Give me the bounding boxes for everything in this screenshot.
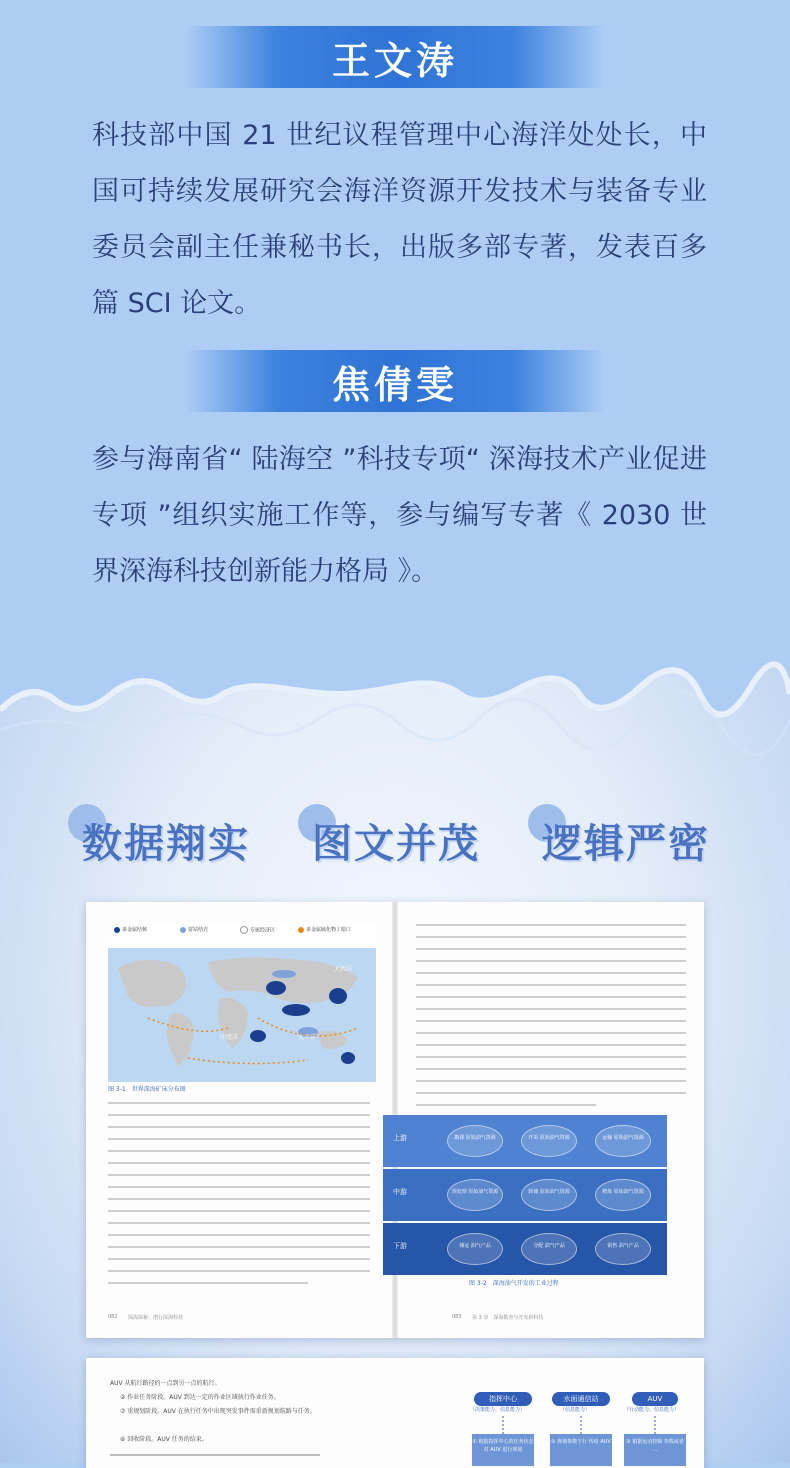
text-line xyxy=(108,1150,370,1152)
world-map xyxy=(108,922,376,1082)
name-banner-1 xyxy=(185,26,605,88)
feature-item-3 xyxy=(542,812,710,872)
page2-text-4: ⑥ 回收阶段。AUV 任务的结束。 xyxy=(120,1436,208,1443)
feature-label-1: 数据翔实 xyxy=(82,821,250,867)
author-bio-1: 科技部中国 21 世纪议程管理中心海洋处处长，中国可持续发展研究会海洋资源开发技术与装备专业委员会副主任兼秘书长，出版多部专著，发表百多篇 SCI 论文。 xyxy=(92,120,707,319)
text-line xyxy=(108,1222,370,1224)
flow-sub-station: （信息能力） xyxy=(560,1407,591,1413)
wave-divider xyxy=(0,660,790,780)
feature-label-2: 图文并茂 xyxy=(312,821,480,867)
text-line xyxy=(416,1044,686,1046)
legend-item: 多金属硫化物 / 暗口 xyxy=(298,926,351,933)
text-line xyxy=(108,1282,308,1284)
flow-node: 开采 原始油气资源 xyxy=(521,1125,577,1157)
flow-node: 销售 油气产品 xyxy=(595,1233,651,1265)
legend-item: 多金属结核 xyxy=(114,926,147,933)
page2-text-2: ② 作业任务阶段。AUV 到达一定的作业区域执行作业任务。 xyxy=(120,1394,280,1401)
name-banner-2 xyxy=(185,350,605,412)
flow-header-auv: AUV xyxy=(632,1392,678,1406)
text-line xyxy=(416,972,686,974)
page2-text-1: AUV 从航行路径的一点到另一点的航行。 xyxy=(110,1380,221,1387)
flow-node: 精炼 原始油气资源 xyxy=(595,1179,651,1211)
text-line xyxy=(108,1126,370,1128)
text-line xyxy=(110,1454,320,1456)
text-line xyxy=(108,1114,370,1116)
author-bio-2: 参与海南省“ 陆海空 ”科技专项“ 深海技术产业促进专项 ”组织实施工作等，参与编写专著《 2030 世界深海科技创新能力格局 》。 xyxy=(92,444,707,587)
text-line xyxy=(416,1008,686,1010)
text-line xyxy=(108,1234,370,1236)
text-line xyxy=(108,1102,370,1104)
flow-step-1: ① 根据指挥中心的任务状态 对 AUV 进行规划 xyxy=(472,1434,534,1466)
flow-node: 分配 油气产品 xyxy=(521,1233,577,1265)
text-line xyxy=(416,1056,686,1058)
page2-text-3: ⑦ 重规划阶段。AUV 在执行任务中出现突发事件需重新规划航路与任务。 xyxy=(120,1408,316,1415)
flow-header-command: 指挥中心 xyxy=(474,1392,532,1406)
flow-band-midstream: 中游 预处理 原始油气资源 转储 原始油气资源 精炼 原始油气资源 xyxy=(383,1169,667,1221)
text-line xyxy=(416,1104,596,1106)
text-line xyxy=(416,1068,686,1070)
map-label-indian: 印度洋 xyxy=(220,1034,239,1041)
map-legend xyxy=(108,922,376,948)
flow-band-upstream: 上游 勘探 原始油气资源 开采 原始油气资源 运输 原始油气资源 xyxy=(383,1115,667,1167)
text-line xyxy=(416,1020,686,1022)
text-line xyxy=(108,1210,370,1212)
flow-sub-auv: （行动能力、信息能力） xyxy=(624,1407,680,1413)
text-line xyxy=(108,1270,370,1272)
text-line xyxy=(108,1198,370,1200)
flow-node: 勘探 原始油气资源 xyxy=(447,1125,503,1157)
text-line xyxy=(416,1092,686,1094)
legend-item: 富钴结壳 xyxy=(180,926,208,933)
text-line xyxy=(416,1032,686,1034)
feature-item-1 xyxy=(82,812,250,872)
text-line xyxy=(108,1138,370,1140)
text-line xyxy=(416,984,686,986)
text-line xyxy=(108,1174,370,1176)
oil-gas-flow-diagram xyxy=(383,1115,667,1275)
map-caption: 图 3-1 世界深海矿床分布图 xyxy=(108,1086,186,1093)
text-line xyxy=(108,1258,370,1260)
flow-header-station: 水面通信站 xyxy=(552,1392,610,1406)
running-head-left: 深海探秘：潜行深海科技 xyxy=(128,1315,184,1321)
page-number-right: 083 xyxy=(452,1314,462,1320)
flow-sub-command: （决策能力、信息能力） xyxy=(470,1407,526,1413)
text-line xyxy=(416,1080,686,1082)
flow-step-3: ③ 根据运动控制 参数或者 … xyxy=(624,1434,686,1466)
page-number-left: 082 xyxy=(108,1314,118,1320)
feature-item-2 xyxy=(312,812,480,872)
flow-caption: 图 3-2 深海油气开发的工业过程 xyxy=(469,1280,559,1287)
text-line xyxy=(416,996,686,998)
text-line xyxy=(108,1246,370,1248)
text-line xyxy=(108,1162,370,1164)
map-label-pacific: 太平洋 xyxy=(298,1034,317,1041)
author-name-1: 王文涛 xyxy=(331,38,458,83)
feature-label-3: 逻辑严密 xyxy=(542,821,710,867)
text-line xyxy=(416,960,686,962)
map-label-atlantic: 大西洋 xyxy=(334,966,353,973)
flow-node: 运输 原始油气资源 xyxy=(595,1125,651,1157)
legend-item: 专属经济区 xyxy=(240,926,275,934)
text-line xyxy=(416,948,686,950)
text-line xyxy=(416,924,686,926)
flow-node: 预处理 原始油气资源 xyxy=(447,1179,503,1211)
flow-step-2: ② 规划参数下行 传给 AUV xyxy=(550,1434,612,1466)
flow-connectors xyxy=(470,1416,690,1436)
author-name-2: 焦倩雯 xyxy=(331,362,458,407)
flow-band-downstream: 下游 储运 油气产品 分配 油气产品 销售 油气产品 xyxy=(383,1223,667,1275)
text-line xyxy=(416,936,686,938)
flow-node: 转储 原始油气资源 xyxy=(521,1179,577,1211)
flow-node: 储运 油气产品 xyxy=(447,1233,503,1265)
running-head-right: 第 3 章 深海勘查与开发新科技 xyxy=(472,1315,544,1321)
text-line xyxy=(108,1186,370,1188)
